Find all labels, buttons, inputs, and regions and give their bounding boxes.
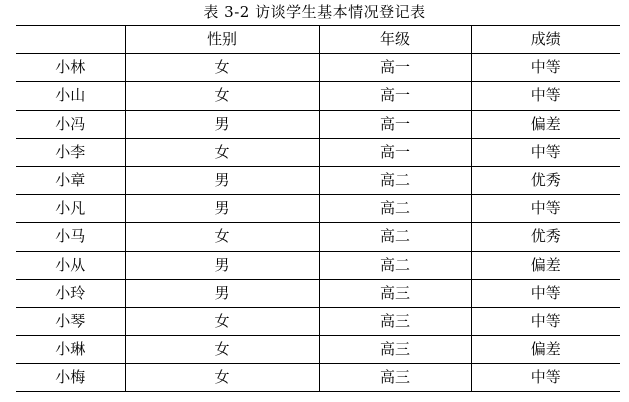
grade-cell: 高二 xyxy=(319,223,471,251)
score-cell: 中等 xyxy=(471,82,620,110)
table-row xyxy=(16,251,620,279)
name-cell: 小章 xyxy=(16,166,125,194)
gender-cell: 男 xyxy=(125,251,319,279)
gender-cell: 女 xyxy=(125,336,319,364)
table-row xyxy=(16,82,620,110)
grade-cell: 高二 xyxy=(319,195,471,223)
score-cell: 偏差 xyxy=(471,336,620,364)
gender-cell: 男 xyxy=(125,279,319,307)
grade-cell: 高三 xyxy=(319,364,471,392)
student-registration-table xyxy=(16,25,620,392)
table-row xyxy=(16,279,620,307)
name-cell: 小琳 xyxy=(16,336,125,364)
score-cell: 中等 xyxy=(471,279,620,307)
score-cell: 偏差 xyxy=(471,110,620,138)
grade-cell: 高二 xyxy=(319,251,471,279)
table-row xyxy=(16,364,620,392)
score-cell: 优秀 xyxy=(471,223,620,251)
name-cell: 小玲 xyxy=(16,279,125,307)
name-cell: 小琴 xyxy=(16,307,125,335)
header-gender-cell: 性别 xyxy=(125,26,319,54)
header-name-cell xyxy=(16,26,125,54)
name-cell: 小马 xyxy=(16,223,125,251)
score-cell: 中等 xyxy=(471,364,620,392)
score-cell: 优秀 xyxy=(471,166,620,194)
table-row xyxy=(16,166,620,194)
gender-cell: 男 xyxy=(125,166,319,194)
gender-cell: 男 xyxy=(125,195,319,223)
grade-cell: 高一 xyxy=(319,138,471,166)
table-caption: 表 3-2 访谈学生基本情况登记表 xyxy=(203,3,426,21)
table-row xyxy=(16,195,620,223)
grade-cell: 高一 xyxy=(319,54,471,82)
header-score-cell: 成绩 xyxy=(471,26,620,54)
name-cell: 小冯 xyxy=(16,110,125,138)
gender-cell: 女 xyxy=(125,82,319,110)
table-row xyxy=(16,223,620,251)
gender-cell: 女 xyxy=(125,54,319,82)
grade-cell: 高二 xyxy=(319,166,471,194)
score-cell: 偏差 xyxy=(471,251,620,279)
gender-cell: 女 xyxy=(125,307,319,335)
name-cell: 小林 xyxy=(16,54,125,82)
score-cell: 中等 xyxy=(471,138,620,166)
score-cell: 中等 xyxy=(471,307,620,335)
gender-cell: 男 xyxy=(125,110,319,138)
score-cell: 中等 xyxy=(471,54,620,82)
name-cell: 小山 xyxy=(16,82,125,110)
table-row xyxy=(16,336,620,364)
table-row xyxy=(16,307,620,335)
grade-cell: 高三 xyxy=(319,279,471,307)
header-grade-cell: 年级 xyxy=(319,26,471,54)
gender-cell: 女 xyxy=(125,364,319,392)
name-cell: 小李 xyxy=(16,138,125,166)
name-cell: 小从 xyxy=(16,251,125,279)
name-cell: 小凡 xyxy=(16,195,125,223)
gender-cell: 女 xyxy=(125,138,319,166)
name-cell: 小梅 xyxy=(16,364,125,392)
grade-cell: 高一 xyxy=(319,82,471,110)
table-row xyxy=(16,54,620,82)
table-row xyxy=(16,138,620,166)
table-row xyxy=(16,110,620,138)
score-cell: 中等 xyxy=(471,195,620,223)
grade-cell: 高一 xyxy=(319,110,471,138)
table-header-row xyxy=(16,26,620,54)
grade-cell: 高三 xyxy=(319,336,471,364)
grade-cell: 高三 xyxy=(319,307,471,335)
gender-cell: 女 xyxy=(125,223,319,251)
